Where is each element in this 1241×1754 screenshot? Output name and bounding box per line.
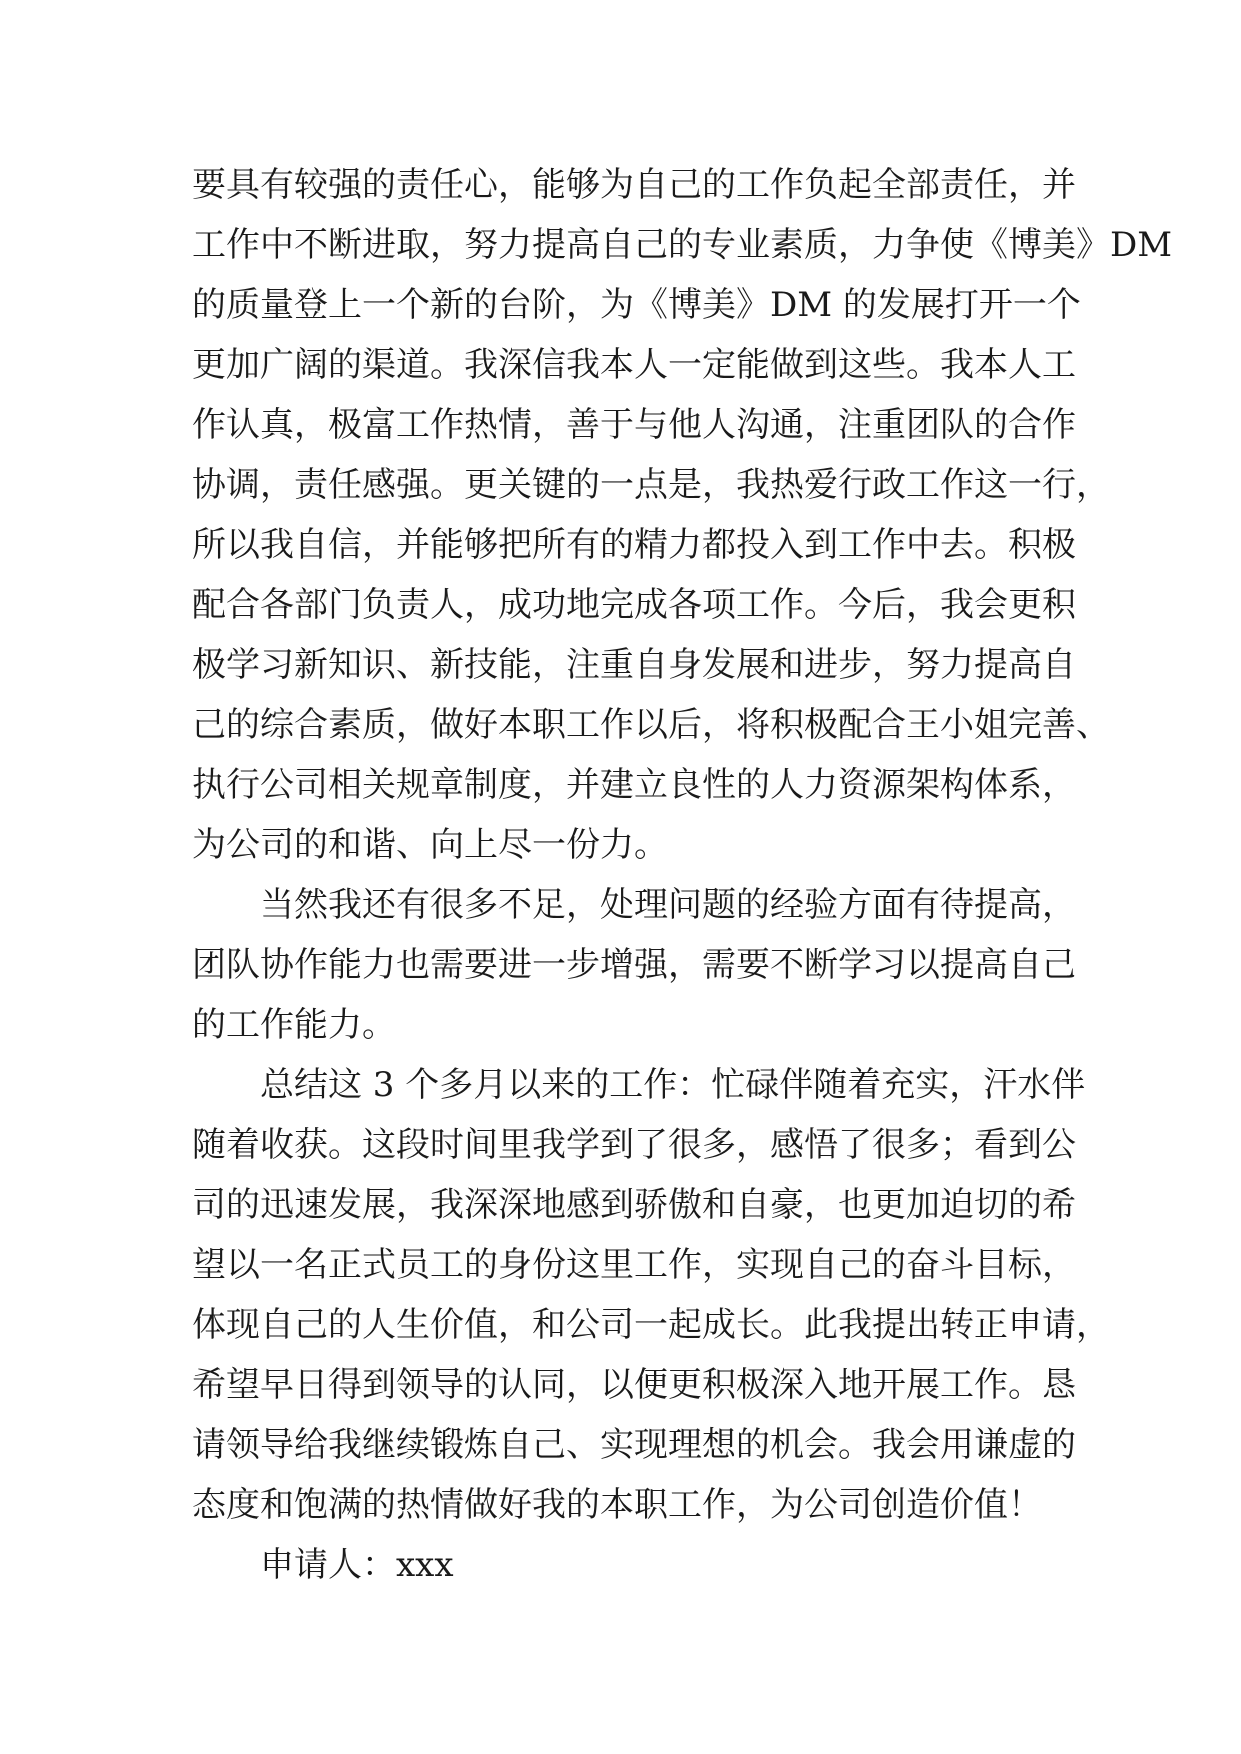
text-line: 的工作能力。 [192, 1005, 396, 1045]
text-line: 总结这 3 个多月以来的工作：忙碌伴随着充实，汗水伴 [260, 1065, 1086, 1105]
text-line: 团队协作能力也需要进一步增强，需要不断学习以提高自己 [192, 945, 1076, 985]
text-line: 为公司的和谐、向上尽一份力。 [192, 825, 668, 865]
text-line: 司的迅速发展，我深深地感到骄傲和自豪，也更加迫切的希 [192, 1185, 1076, 1225]
text-line: 当然我还有很多不足，处理问题的经验方面有待提高， [260, 885, 1076, 925]
text-line: 要具有较强的责任心，能够为自己的工作负起全部责任，并 [192, 165, 1076, 205]
text-line: 更加广阔的渠道。我深信我本人一定能做到这些。我本人工 [192, 345, 1076, 385]
text-line: 希望早日得到领导的认同，以便更积极深入地开展工作。恳 [192, 1365, 1076, 1405]
text-line: 随着收获。这段时间里我学到了很多，感悟了很多；看到公 [192, 1125, 1076, 1165]
text-line: 的质量登上一个新的台阶，为《博美》DM 的发展打开一个 [192, 285, 1081, 325]
text-line: 配合各部门负责人，成功地完成各项工作。今后，我会更积 [192, 585, 1076, 625]
text-line: 体现自己的人生价值，和公司一起成长。此我提出转正申请， [192, 1305, 1110, 1345]
paragraph-responsibility [192, 155, 1173, 875]
text-line: 己的综合素质，做好本职工作以后，将积极配合王小姐完善、 [192, 705, 1110, 745]
text-line: 所以我自信，并能够把所有的精力都投入到工作中去。积极 [192, 525, 1076, 565]
text-line: 作认真，极富工作热情，善于与他人沟通，注重团队的合作 [192, 405, 1076, 445]
text-line: 协调，责任感强。更关键的一点是，我热爱行政工作这一行， [192, 465, 1110, 505]
text-line: 工作中不断进取，努力提高自己的专业素质，力争使《博美》DM [192, 225, 1173, 265]
text-line: 望以一名正式员工的身份这里工作，实现自己的奋斗目标， [192, 1245, 1076, 1285]
text-line: 请领导给我继续锻炼自己、实现理想的机会。我会用谦虚的 [192, 1425, 1076, 1465]
letter-body [192, 155, 1173, 1595]
paragraph-summary [192, 1055, 1110, 1535]
paragraph-shortcomings [192, 875, 1076, 1055]
text-line: 执行公司相关规章制度，并建立良性的人力资源架构体系， [192, 765, 1076, 805]
applicant-signature: 申请人：xxx [260, 1545, 454, 1585]
text-line: 态度和饱满的热情做好我的本职工作，为公司创造价值！ [192, 1485, 1042, 1525]
text-line: 极学习新知识、新技能，注重自身发展和进步，努力提高自 [192, 645, 1076, 685]
